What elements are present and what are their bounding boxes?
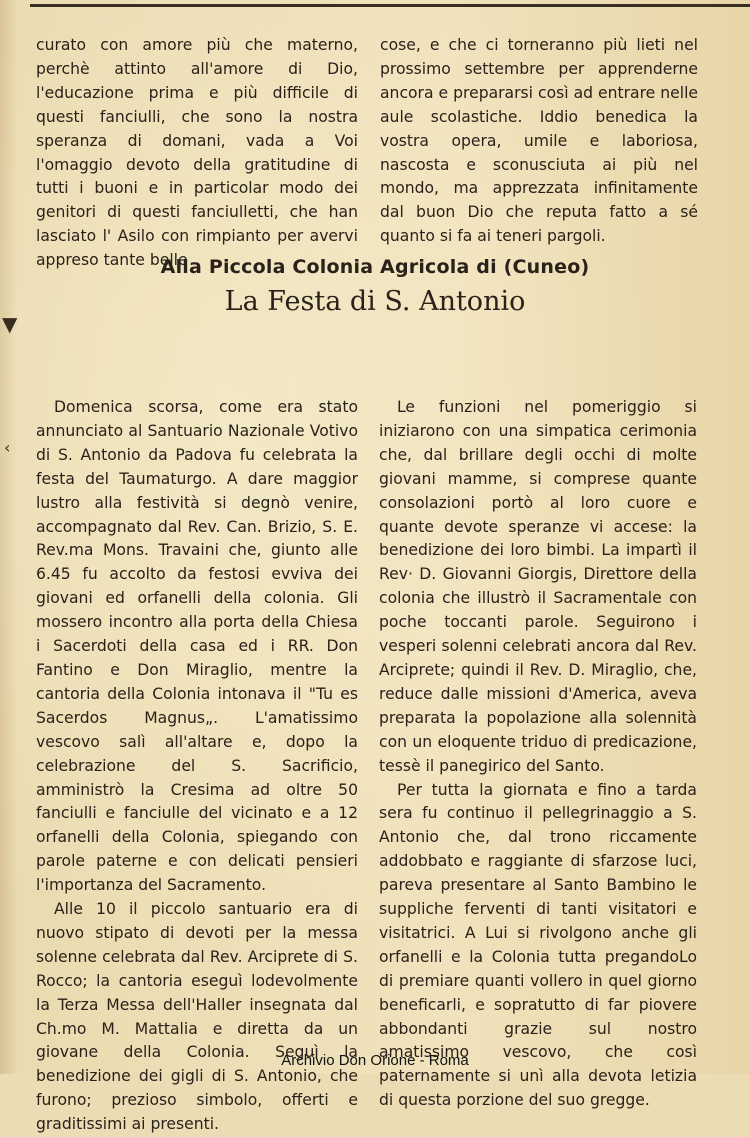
margin-arrow-mark: ‹ bbox=[4, 438, 11, 457]
intro-column-right bbox=[380, 34, 698, 249]
article-column-left bbox=[36, 396, 358, 1137]
margin-mark: ▼ bbox=[2, 312, 18, 336]
intro-column-left bbox=[36, 34, 358, 273]
article-kicker: Alla Piccola Colonia Agricola di (Cuneo) bbox=[160, 256, 590, 278]
article-paragraph: Per tutta la giornata e fino a tarda sera fu continuo il pellegrinaggio a S. Antonio che, dal trono riccamente addobbato e raggiante di sfarzose luci, pareva presentare al Santo Bambino le suppliche ferventi di tanti visitatori e visitatrici. A Lui si rivolgono anche gli orfanelli e la Colonia tutta pregandoLo di premiare quanti vollero in quel giorno beneficarli, e sopratutto di far piovere abbondanti grazie sul nostro amatissimo vescovo, che così paternamente si unì alla devota letizia di questa porzione del suo gregge. bbox=[379, 780, 697, 1110]
article-paragraph: Alle 10 il piccolo santuario era di nuovo stipato di devoti per la messa solenne celebrata dal Rev. Arciprete di S. Rocco; la cantoria eseguì lodevolmente la Terza Messa dell'Haller insegnata dal Ch.mo M. Mattalia e diretta da un giovane della Colonia. Seguì la benedizione dei gigli di S. Antonio, che furono; prezioso simbolo, offerti e graditissimi ai presenti. bbox=[36, 900, 358, 1134]
archive-footer: Archivio Don Orione - Roma bbox=[281, 1052, 469, 1069]
intro-left-text: curato con amore più che materno, perchè attinto all'amore di Dio, l'educazione prima e più difficile di questi fanciulli, che sono la nostra speranza di domani, vada a Voi l'omaggio devoto della gratitudine di tutti i buoni e in particolar modo dei genitori di questi fanciulletti, che han lasciato l' Asilo con rimpianto per avervi appreso tante belle bbox=[36, 36, 358, 270]
top-rule bbox=[30, 4, 750, 7]
article-column-right bbox=[379, 396, 697, 1113]
intro-right-text: cose, e che ci torneranno più lieti nel prossimo settembre per apprenderne ancora e prepararsi così ad entrare nelle aule scolastiche. Iddio benedica la vostra opera, umile e laboriosa, nascosta e sconusciuta ai più nel mondo, ma apprezzata infinitamente dal buon Dio che reputa fatto a sé quanto si fa ai teneri pargoli. bbox=[380, 36, 698, 246]
article-paragraph: Domenica scorsa, come era stato annunciato al Santuario Nazionale Votivo di S. Antonio da Padova fu celebrata la festa del Taumaturgo. A dare maggior lustro alla festività si degnò venire, accompagnato dal Rev. Can. Brizio, S. E. Rev.ma Mons. Travaini che, giunto alle 6.45 fu accolto da festosi evviva dei giovani ed orfanelli della colonia. Gli mossero incontro alla porta della Chiesa i Sacerdoti della casa ed i RR. Don Fantino e Don Miraglio, mentre la cantoria della Colonia intonava il "Tu es Sacerdos Magnus„. L'amatissimo vescovo salì all'altare e, dopo la celebrazione del S. Sacrificio, amministrò la Cresima ad oltre 50 fanciulli e fanciulle del vicinato e a 12 orfanelli della Colonia, spiegando con parole paterne e con delicati pensieri l'importanza del Sacramento. bbox=[36, 398, 358, 895]
article-paragraph: Le funzioni nel pomeriggio si iniziarono con una simpatica cerimonia che, dal brillare degli occhi di molte giovani mamme, si comprese quante consolazioni portò al loro cuore e quante devote speranze vi accese: la benedizione dei loro bimbi. La impartì il Rev· D. Giovanni Giorgis, Direttore della colonia che illustrò il Sacramentale con poche toccanti parole. Seguirono i vesperi solenni celebrati ancora dal Rev. Arciprete; quindi il Rev. D. Miraglio, che, reduce dalle missioni d'America, aveva preparata la popolazione alla solennità con un eloquente triduo di predicazione, tessè il panegirico del Santo. bbox=[379, 398, 697, 775]
article-title: La Festa di S. Antonio bbox=[224, 286, 526, 317]
